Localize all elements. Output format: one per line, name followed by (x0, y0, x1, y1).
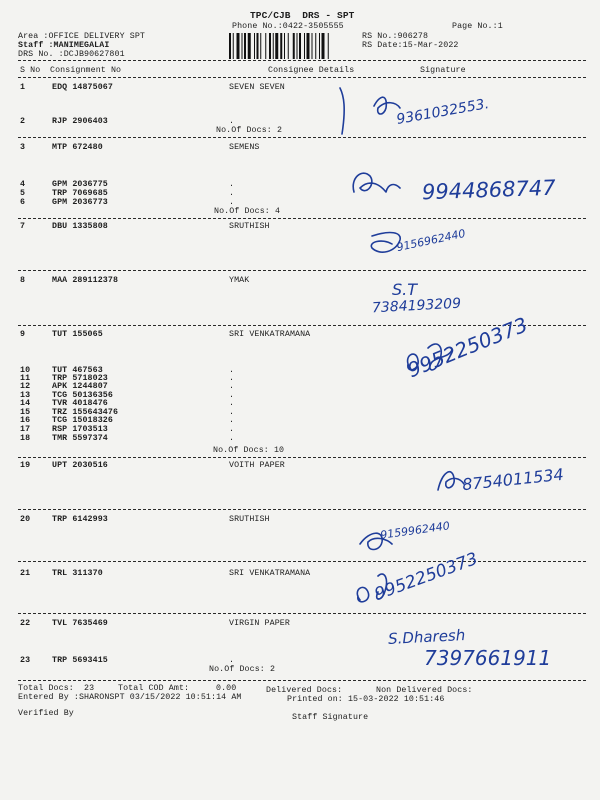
handwritten-phone: 9361032553. (395, 96, 491, 128)
row-separator (18, 613, 586, 614)
consignee-name: . (229, 434, 235, 443)
total-docs: Total Docs: 23 (18, 684, 95, 693)
consignee-name: SEVEN SEVEN (229, 83, 285, 92)
row-number: 21 (20, 569, 31, 578)
consignment-number: TMR 5597374 (52, 434, 108, 443)
row-number: 11 (20, 374, 31, 383)
consignment-number: GPM 2036773 (52, 198, 108, 207)
phone-number: Phone No.:0422-3505555 (232, 22, 344, 31)
total-cod-value: 0.00 (216, 684, 237, 693)
row-separator (18, 270, 586, 271)
consignee-name: . (229, 366, 235, 375)
row-number: 22 (20, 619, 31, 628)
consignment-number: TUT 155065 (52, 330, 103, 339)
header-separator (18, 77, 586, 78)
consignment-number: TRP 5693415 (52, 656, 108, 665)
consignment-number: MTP 672480 (52, 143, 103, 152)
row-separator (18, 561, 586, 562)
group-doc-count: No.Of Docs: 10 (213, 446, 285, 455)
handwritten-name: S.Dharesh (387, 625, 466, 649)
row-separator (18, 137, 586, 138)
entered-by: Entered By :SHARONSPT 03/15/2022 10:51:14 AM (18, 693, 242, 702)
consignee-name: . (229, 416, 235, 425)
non-delivered-docs: Non Delivered Docs: (376, 686, 473, 695)
row-number: 13 (20, 391, 31, 400)
col-consignee: Consignee Details (268, 66, 355, 75)
consignee-name: . (229, 656, 235, 665)
consignee-name: . (229, 189, 235, 198)
group-doc-count: No.Of Docs: 2 (216, 126, 283, 135)
barcode-icon (229, 33, 359, 59)
signature-scribble (348, 162, 428, 212)
handwritten-phone: 9156962440 (395, 226, 467, 255)
row-number: 9 (20, 330, 26, 339)
row-separator (18, 509, 586, 510)
consignment-number: GPM 2036775 (52, 180, 108, 189)
row-separator (18, 457, 586, 458)
group-doc-count: No.Of Docs: 2 (209, 665, 276, 674)
drs-number: DRS No. :DCJB90627801 (18, 50, 125, 59)
verified-by: Verified By (18, 709, 74, 718)
consignment-number: DBU 1335808 (52, 222, 108, 231)
row-number: 2 (20, 117, 26, 126)
handwritten-phone: 7397661911 (424, 646, 552, 670)
consignment-number: RJP 2906403 (52, 117, 108, 126)
consignment-number: TRZ 155643476 (52, 408, 119, 417)
header-separator (18, 60, 586, 61)
printed-on: Printed on: 15-03-2022 10:51:46 (287, 695, 445, 704)
consignee-name: VOITH PAPER (229, 461, 285, 470)
area-label: Area :OFFICE DELIVERY SPT (18, 32, 145, 41)
consignee-name: YMAK (229, 276, 250, 285)
row-number: 14 (20, 399, 31, 408)
group-doc-count: No.Of Docs: 4 (214, 207, 281, 216)
consignment-number: TVR 4018476 (52, 399, 108, 408)
row-number: 17 (20, 425, 31, 434)
row-separator (18, 218, 586, 219)
handwritten-phone: 8754011534 (461, 464, 565, 495)
consignment-number: RSP 1703513 (52, 425, 108, 434)
row-number: 6 (20, 198, 26, 207)
consignment-number: TUT 467563 (52, 366, 103, 375)
consignment-number: TCG 15018326 (52, 416, 113, 425)
consignee-name: . (229, 374, 235, 383)
handwritten-phone: 9159962440 (379, 519, 451, 542)
col-sno: S No (20, 66, 41, 75)
row-number: 4 (20, 180, 26, 189)
consignee-name: SRUTHISH (229, 222, 270, 231)
consignment-number: TRL 311370 (52, 569, 103, 578)
handwritten-phone: 9952250373 (404, 312, 531, 383)
consignment-number: EDQ 14875067 (52, 83, 113, 92)
delivered-docs: Delivered Docs: (266, 686, 343, 695)
consignment-number: TRP 6142993 (52, 515, 108, 524)
row-number: 20 (20, 515, 31, 524)
handwritten-name: S.T (392, 280, 418, 299)
consignee-name: . (229, 198, 235, 207)
handwritten-phone: 7384193209 (371, 295, 462, 317)
row-number: 5 (20, 189, 26, 198)
row-number: 18 (20, 434, 31, 443)
consignee-name: SRUTHISH (229, 515, 270, 524)
consignment-number: TRP 7069685 (52, 189, 108, 198)
staff-signature: Staff Signature (292, 713, 369, 722)
consignment-number: APK 1244807 (52, 382, 108, 391)
consignee-name: . (229, 408, 235, 417)
consignee-name: . (229, 180, 235, 189)
consignment-number: MAA 289112378 (52, 276, 119, 285)
row-number: 16 (20, 416, 31, 425)
consignee-name: SRI VENKATRAMANA (229, 330, 311, 339)
rs-date: RS Date:15-Mar-2022 (362, 41, 459, 50)
staff-label: Staff :MANIMEGALAI (18, 41, 110, 50)
consignment-number: TVL 7635469 (52, 619, 108, 628)
row-number: 15 (20, 408, 31, 417)
row-number: 7 (20, 222, 26, 231)
col-consignment: Consignment No (50, 66, 122, 75)
consignee-name: . (229, 391, 235, 400)
totals-separator (18, 680, 586, 681)
consignee-name: . (229, 399, 235, 408)
consignment-number: TRP 5718023 (52, 374, 108, 383)
consignment-number: UPT 2030516 (52, 461, 108, 470)
consignee-name: . (229, 117, 235, 126)
sheet-title: TPC/CJB DRS - SPT (250, 10, 355, 21)
row-number: 12 (20, 382, 31, 391)
row-number: 23 (20, 656, 31, 665)
row-number: 8 (20, 276, 26, 285)
consignee-name: VIRGIN PAPER (229, 619, 290, 628)
consignment-number: TCG 50136356 (52, 391, 113, 400)
total-cod-label: Total COD Amt: (118, 684, 190, 693)
consignee-name: SRI VENKATRAMANA (229, 569, 311, 578)
rs-number: RS No.:906278 (362, 32, 429, 41)
row-number: 19 (20, 461, 31, 470)
col-signature: Signature (420, 66, 466, 75)
row-number: 3 (20, 143, 26, 152)
page-number: Page No.:1 (452, 22, 503, 31)
row-number: 10 (20, 366, 31, 375)
row-number: 1 (20, 83, 26, 92)
consignee-name: . (229, 382, 235, 391)
handwritten-phone: 9944868747 (421, 175, 556, 205)
consignee-name: . (229, 425, 235, 434)
consignee-name: SEMENS (229, 143, 260, 152)
handwritten-phone: 9952250373 (372, 549, 481, 605)
